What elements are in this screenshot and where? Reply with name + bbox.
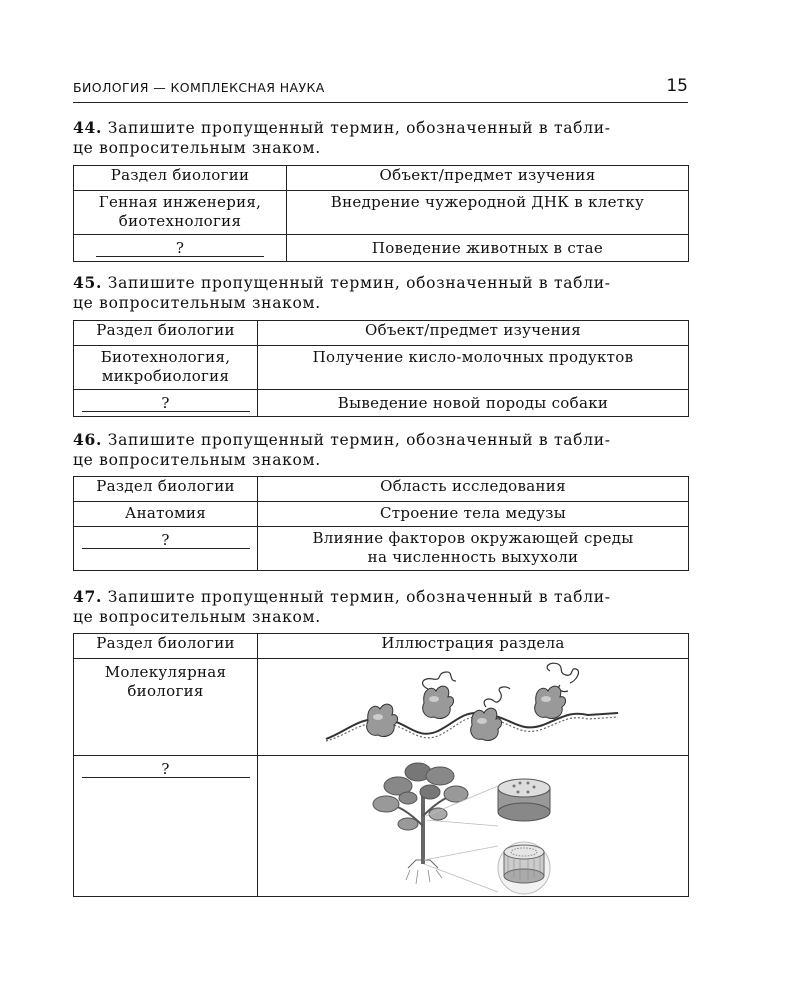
task-46-prompt bbox=[73, 430, 688, 470]
answer-blank: ? bbox=[82, 395, 250, 412]
answer-blank: ? bbox=[82, 761, 250, 778]
task-number: 44. bbox=[73, 118, 103, 137]
table-row bbox=[74, 502, 689, 527]
object-line1: Влияние факторов окружающей среды bbox=[312, 529, 634, 547]
task-prompt-line2: це вопросительным знаком. bbox=[73, 451, 321, 469]
object-cell: Выведение новой породы собаки bbox=[258, 390, 689, 417]
col1-header: Раздел биологии bbox=[74, 477, 258, 502]
section-cell bbox=[74, 346, 258, 390]
table-row bbox=[74, 390, 689, 417]
col2-header: Иллюстрация раздела bbox=[258, 634, 689, 659]
col1-header: Раздел биологии bbox=[74, 166, 287, 191]
section-line1: Генная инженерия, bbox=[98, 193, 262, 211]
task-44-table bbox=[73, 165, 689, 262]
table-row bbox=[74, 346, 689, 390]
col1-header: Раздел биологии bbox=[74, 321, 258, 346]
task-47-prompt bbox=[73, 587, 688, 627]
col2-header: Область исследования bbox=[258, 477, 689, 502]
task-prompt-line1: Запишите пропущенный термин, обозначенный в табли- bbox=[107, 119, 611, 137]
table-row bbox=[74, 191, 689, 235]
table-row bbox=[74, 659, 689, 756]
task-number: 47. bbox=[73, 587, 103, 606]
object-line2: на численность выхухоли bbox=[367, 548, 579, 566]
task-number: 46. bbox=[73, 430, 103, 449]
task-45-table bbox=[73, 320, 689, 417]
table-header-row bbox=[74, 166, 689, 191]
answer-blank: ? bbox=[96, 240, 264, 257]
col2-header: Объект/предмет изучения bbox=[287, 166, 689, 191]
object-cell: Внедрение чужеродной ДНК в клетку bbox=[287, 191, 689, 235]
answer-cell bbox=[74, 235, 287, 262]
object-cell: Получение кисло-молочных продуктов bbox=[258, 346, 689, 390]
stem-section-bottom bbox=[498, 842, 550, 894]
section-line2: микробиология bbox=[101, 367, 230, 385]
section-cell bbox=[74, 191, 287, 235]
answer-cell bbox=[74, 756, 258, 897]
answer-cell bbox=[74, 527, 258, 571]
task-prompt-line1: Запишите пропущенный термин, обозначенный в табли- bbox=[107, 274, 611, 292]
ribosomes-translation-illustration bbox=[258, 659, 688, 755]
page-number: 15 bbox=[666, 76, 688, 96]
task-prompt-line2: це вопросительным знаком. bbox=[73, 139, 321, 157]
task-47-table bbox=[73, 633, 689, 897]
table-row bbox=[74, 527, 689, 571]
task-prompt-line2: це вопросительным знаком. bbox=[73, 608, 321, 626]
task-number: 45. bbox=[73, 273, 103, 292]
task-44-prompt bbox=[73, 118, 688, 158]
task-prompt-line1: Запишите пропущенный термин, обозначенный в табли- bbox=[107, 588, 611, 606]
table-row bbox=[74, 235, 689, 262]
object-cell: Строение тела медузы bbox=[258, 502, 689, 527]
section-line1: Биотехнология, bbox=[100, 348, 231, 366]
page-header bbox=[73, 76, 688, 103]
object-cell bbox=[258, 527, 689, 571]
table-header-row bbox=[74, 634, 689, 659]
table-header-row bbox=[74, 477, 689, 502]
table-header-row bbox=[74, 321, 689, 346]
illustration-cell bbox=[258, 659, 689, 756]
stem-section-top bbox=[498, 779, 550, 821]
section-cell: Анатомия bbox=[74, 502, 258, 527]
section-cell bbox=[74, 659, 258, 756]
illustration-cell bbox=[258, 756, 689, 897]
answer-cell bbox=[74, 390, 258, 417]
section-line1: Молекулярная bbox=[104, 663, 227, 681]
task-prompt-line2: це вопросительным знаком. bbox=[73, 294, 321, 312]
task-prompt-line1: Запишите пропущенный термин, обозначенный в табли- bbox=[107, 431, 611, 449]
task-46-table bbox=[73, 476, 689, 571]
answer-blank: ? bbox=[82, 532, 250, 549]
col1-header: Раздел биологии bbox=[74, 634, 258, 659]
table-row bbox=[74, 756, 689, 897]
object-cell: Поведение животных в стае bbox=[287, 235, 689, 262]
task-45-prompt bbox=[73, 273, 688, 313]
running-title: БИОЛОГИЯ — КОМПЛЕКСНАЯ НАУКА bbox=[73, 80, 325, 95]
plant-stem-cross-section-illustration bbox=[258, 756, 688, 896]
section-line2: биология bbox=[127, 682, 204, 700]
section-line2: биотехнология bbox=[118, 212, 242, 230]
col2-header: Объект/предмет изучения bbox=[258, 321, 689, 346]
